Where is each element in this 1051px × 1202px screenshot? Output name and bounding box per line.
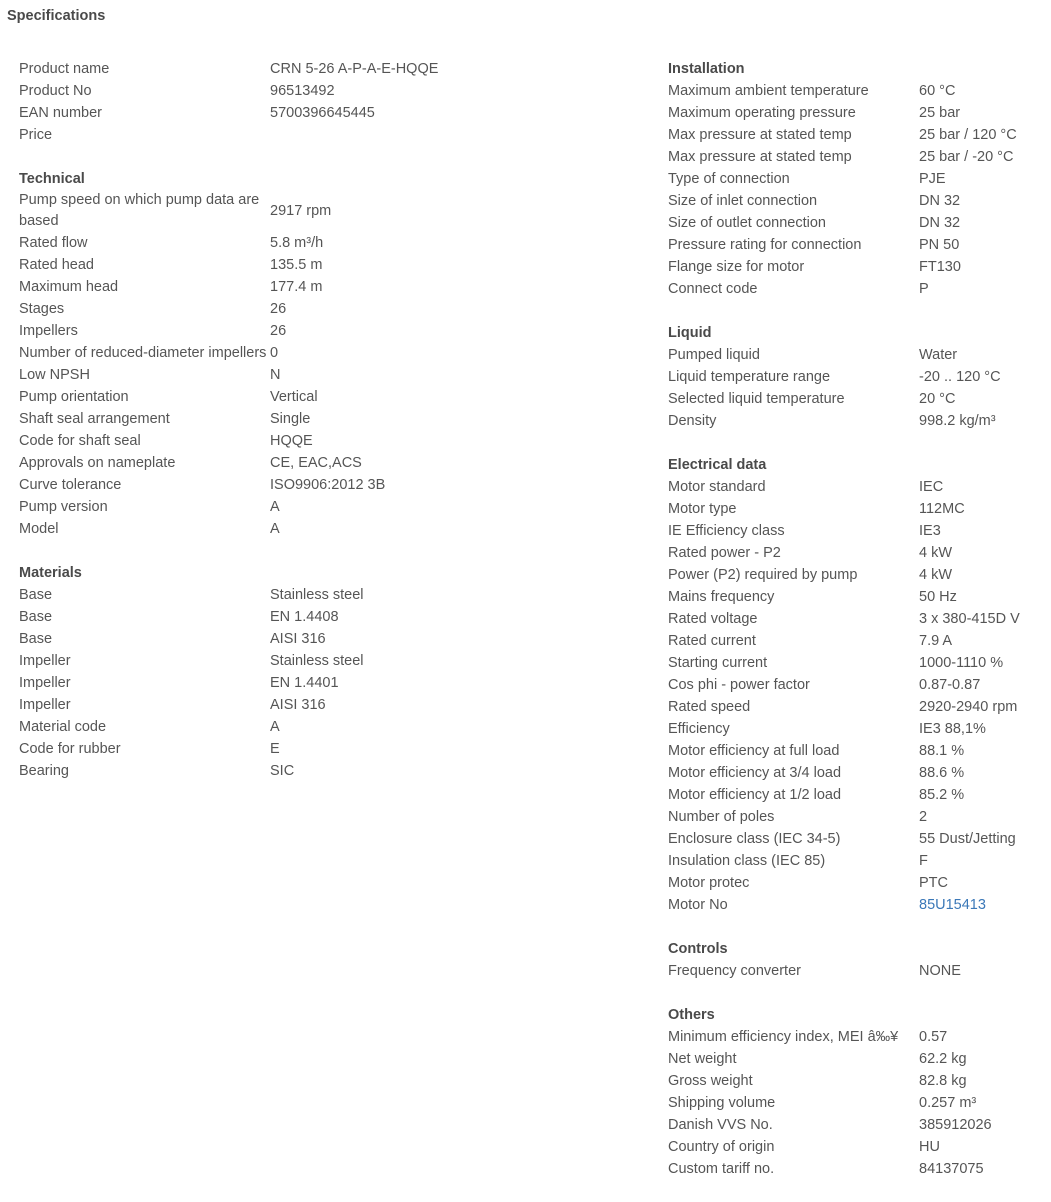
spec-row xyxy=(668,586,1048,608)
spec-row xyxy=(19,672,619,694)
spec-label: Curve tolerance xyxy=(19,476,122,493)
spec-row xyxy=(19,102,619,124)
spec-label: Number of poles xyxy=(668,808,775,825)
section-title: Controls xyxy=(668,941,728,957)
spec-value: 84137075 xyxy=(919,1160,984,1177)
spec-row xyxy=(668,828,1048,850)
spec-row xyxy=(19,628,619,650)
spec-row xyxy=(668,564,1048,586)
spec-value: 25 bar / 120 °C xyxy=(919,126,1017,143)
spec-label: Maximum ambient temperature xyxy=(668,82,869,99)
spec-row xyxy=(668,212,1048,234)
spec-value: 55 Dust/Jetting xyxy=(919,830,1016,847)
spec-row xyxy=(668,168,1048,190)
spec-label: Rated flow xyxy=(19,234,88,251)
spec-row xyxy=(19,760,619,782)
section-others xyxy=(668,1004,1048,1180)
spec-row xyxy=(19,124,619,146)
spec-row xyxy=(19,606,619,628)
spec-label: Mains frequency xyxy=(668,588,775,605)
spec-value: CRN 5-26 A-P-A-E-HQQE xyxy=(270,60,439,77)
spec-value: IEC xyxy=(919,478,944,495)
spec-value: 385912026 xyxy=(919,1116,992,1133)
spec-row xyxy=(668,740,1048,762)
spec-label: Rated voltage xyxy=(668,610,758,627)
spec-value: 62.2 kg xyxy=(919,1050,967,1067)
spec-row xyxy=(668,344,1048,366)
spec-value: 5700396645445 xyxy=(270,104,375,121)
spec-label: Maximum operating pressure xyxy=(668,104,856,121)
spec-label: Material code xyxy=(19,718,107,735)
spec-label: Bearing xyxy=(19,762,69,779)
spec-value: 3 x 380-415D V xyxy=(919,610,1020,627)
spec-row xyxy=(668,542,1048,564)
spec-row xyxy=(19,80,619,102)
spec-value: EN 1.4408 xyxy=(270,608,339,625)
spec-row xyxy=(19,650,619,672)
spec-value: 25 bar xyxy=(919,104,961,121)
spec-label: Shipping volume xyxy=(668,1094,776,1111)
section-title: Electrical data xyxy=(668,457,767,473)
spec-value: AISI 316 xyxy=(270,630,326,647)
spec-value: P xyxy=(919,280,929,297)
spec-row xyxy=(668,872,1048,894)
spec-label: Flange size for motor xyxy=(668,258,805,275)
spec-value: 25 bar / -20 °C xyxy=(919,148,1014,165)
spec-label: Rated current xyxy=(668,632,756,649)
spec-label: Max pressure at stated temp xyxy=(668,126,852,143)
spec-label: Product name xyxy=(19,60,110,77)
spec-label: Shaft seal arrangement xyxy=(19,410,170,427)
spec-label: Net weight xyxy=(668,1050,737,1067)
spec-row xyxy=(668,960,1048,982)
spec-label: Stages xyxy=(19,300,65,317)
spec-value: DN 32 xyxy=(919,214,961,231)
spec-value: Stainless steel xyxy=(270,652,364,669)
spec-label: Pump speed on which pump data are based xyxy=(19,192,260,229)
spec-value: 2917 rpm xyxy=(270,202,332,219)
spec-label: Efficiency xyxy=(668,720,730,737)
spec-label: Number of reduced-diameter impellers xyxy=(19,344,267,361)
spec-label: Enclosure class (IEC 34-5) xyxy=(668,830,841,847)
spec-value: AISI 316 xyxy=(270,696,326,713)
spec-label: Danish VVS No. xyxy=(668,1116,773,1133)
spec-label: Base xyxy=(19,608,53,625)
section-title: Liquid xyxy=(668,325,712,341)
spec-value: 5.8 m³/h xyxy=(270,234,324,251)
spec-label: EAN number xyxy=(19,104,103,121)
spec-row xyxy=(668,410,1048,432)
spec-value: 4 kW xyxy=(919,544,953,561)
spec-column-right xyxy=(668,58,1048,1202)
spec-value: ISO9906:2012 3B xyxy=(270,476,386,493)
spec-row xyxy=(668,366,1048,388)
section-materials xyxy=(19,562,619,782)
spec-label: Country of origin xyxy=(668,1138,775,1155)
spec-value: Single xyxy=(270,410,311,427)
spec-row xyxy=(668,124,1048,146)
section-title: Installation xyxy=(668,61,745,77)
spec-value: SIC xyxy=(270,762,295,779)
spec-label: Motor No xyxy=(668,896,728,913)
spec-label: Motor type xyxy=(668,500,737,517)
spec-label: Insulation class (IEC 85) xyxy=(668,852,826,869)
spec-label: Motor efficiency at 3/4 load xyxy=(668,764,842,781)
spec-value: Vertical xyxy=(270,388,318,405)
spec-row xyxy=(668,806,1048,828)
spec-label: Impeller xyxy=(19,652,71,669)
spec-value: Water xyxy=(919,346,958,363)
spec-row xyxy=(668,146,1048,168)
spec-value: CE, EAC,ACS xyxy=(270,454,362,471)
spec-row xyxy=(668,234,1048,256)
spec-label: Product No xyxy=(19,82,92,99)
spec-row xyxy=(19,342,619,364)
spec-label: Motor efficiency at full load xyxy=(668,742,840,759)
spec-label: Impellers xyxy=(19,322,78,339)
spec-value: F xyxy=(919,852,928,869)
section-general xyxy=(19,58,619,146)
spec-row xyxy=(19,254,619,276)
spec-value: 2 xyxy=(919,808,928,825)
spec-row xyxy=(19,738,619,760)
section-liquid xyxy=(668,322,1048,432)
spec-value: 88.1 % xyxy=(919,742,965,759)
spec-label: Model xyxy=(19,520,59,537)
spec-label: Low NPSH xyxy=(19,366,90,383)
section-title: Others xyxy=(668,1007,715,1023)
spec-value: 0.87-0.87 xyxy=(919,676,981,693)
page-title: Specifications xyxy=(7,8,106,24)
spec-row xyxy=(19,408,619,430)
section-controls xyxy=(668,938,1048,982)
spec-row xyxy=(19,496,619,518)
spec-value: PTC xyxy=(919,874,948,891)
spec-row xyxy=(19,452,619,474)
spec-value: 7.9 A xyxy=(919,632,953,649)
spec-value: 2920-2940 rpm xyxy=(919,698,1018,715)
spec-row xyxy=(668,498,1048,520)
spec-value: 50 Hz xyxy=(919,588,957,605)
spec-value: DN 32 xyxy=(919,192,961,209)
spec-value: PJE xyxy=(919,170,946,187)
spec-label: Code for shaft seal xyxy=(19,432,141,449)
spec-value: PN 50 xyxy=(919,236,960,253)
spec-label: Approvals on nameplate xyxy=(19,454,176,471)
spec-value: 88.6 % xyxy=(919,764,965,781)
spec-row xyxy=(19,694,619,716)
spec-value: EN 1.4401 xyxy=(270,674,339,691)
spec-row xyxy=(19,584,619,606)
spec-row xyxy=(668,1158,1048,1180)
spec-value: 26 xyxy=(270,300,287,317)
spec-value: 0 xyxy=(270,344,279,361)
spec-label: Rated power - P2 xyxy=(668,544,781,561)
spec-value: N xyxy=(270,366,281,383)
spec-value: -20 .. 120 °C xyxy=(919,368,1001,385)
spec-value: 0.57 xyxy=(919,1028,948,1045)
spec-row xyxy=(668,894,1048,916)
spec-column-left xyxy=(19,58,619,804)
spec-value: A xyxy=(270,520,280,537)
spec-value: 998.2 kg/m³ xyxy=(919,412,996,429)
spec-value: 4 kW xyxy=(919,566,953,583)
spec-label: Pump orientation xyxy=(19,388,129,405)
spec-value: 96513492 xyxy=(270,82,335,99)
spec-label: Connect code xyxy=(668,280,758,297)
section-title: Materials xyxy=(19,565,82,581)
spec-row xyxy=(668,696,1048,718)
spec-value: 1000-1110 % xyxy=(919,654,1004,671)
spec-value: 85.2 % xyxy=(919,786,965,803)
spec-value: 26 xyxy=(270,322,287,339)
section-technical xyxy=(19,168,619,540)
spec-label: Motor efficiency at 1/2 load xyxy=(668,786,842,803)
spec-value: HU xyxy=(919,1138,940,1155)
spec-row xyxy=(668,256,1048,278)
spec-label: Size of inlet connection xyxy=(668,192,818,209)
spec-row xyxy=(19,518,619,540)
spec-label: Pumped liquid xyxy=(668,346,760,363)
section-installation xyxy=(668,58,1048,300)
spec-value: A xyxy=(270,718,280,735)
section-electrical-data xyxy=(668,454,1048,916)
spec-row xyxy=(19,430,619,452)
spec-label: Type of connection xyxy=(668,170,790,187)
spec-value: FT130 xyxy=(919,258,961,275)
spec-value: 135.5 m xyxy=(270,256,323,273)
spec-row xyxy=(668,718,1048,740)
spec-label: Max pressure at stated temp xyxy=(668,148,852,165)
spec-label: Maximum head xyxy=(19,278,119,295)
spec-label: Impeller xyxy=(19,674,71,691)
spec-row xyxy=(668,630,1048,652)
spec-label: Pump version xyxy=(19,498,108,515)
spec-label: Pressure rating for connection xyxy=(668,236,862,253)
spec-row xyxy=(668,476,1048,498)
spec-row xyxy=(19,58,619,80)
spec-label: Cos phi - power factor xyxy=(668,676,810,693)
spec-row xyxy=(19,190,619,232)
spec-row xyxy=(668,1070,1048,1092)
spec-row xyxy=(668,190,1048,212)
spec-label: Frequency converter xyxy=(668,962,801,979)
spec-value: 112MC xyxy=(919,500,965,517)
section-title: Technical xyxy=(19,171,85,187)
spec-row xyxy=(19,298,619,320)
spec-row xyxy=(668,784,1048,806)
spec-label: Impeller xyxy=(19,696,71,713)
spec-row xyxy=(668,520,1048,542)
spec-label: Motor protec xyxy=(668,874,750,891)
spec-row xyxy=(668,652,1048,674)
spec-row xyxy=(19,276,619,298)
spec-label: Rated speed xyxy=(668,698,751,715)
spec-label: IE Efficiency class xyxy=(668,522,785,539)
spec-value: 0.257 m³ xyxy=(919,1094,977,1111)
spec-row xyxy=(668,1136,1048,1158)
spec-label: Base xyxy=(19,630,53,647)
spec-value: 20 °C xyxy=(919,390,956,407)
spec-label: Liquid temperature range xyxy=(668,368,831,385)
spec-label: Power (P2) required by pump xyxy=(668,566,858,583)
spec-value: NONE xyxy=(919,962,961,979)
spec-row xyxy=(19,716,619,738)
spec-row xyxy=(19,232,619,254)
spec-label: Gross weight xyxy=(668,1072,753,1089)
spec-row xyxy=(668,762,1048,784)
spec-row xyxy=(19,474,619,496)
spec-label: Price xyxy=(19,126,53,143)
spec-row xyxy=(19,320,619,342)
spec-label: Code for rubber xyxy=(19,740,121,757)
spec-row xyxy=(19,386,619,408)
spec-label: Starting current xyxy=(668,654,768,671)
spec-label: Size of outlet connection xyxy=(668,214,826,231)
motor-no-link[interactable]: 85U15413 xyxy=(919,896,986,913)
spec-label: Rated head xyxy=(19,256,94,273)
spec-label: Selected liquid temperature xyxy=(668,390,845,407)
spec-label: Density xyxy=(668,412,717,429)
spec-row xyxy=(668,1048,1048,1070)
spec-row xyxy=(668,80,1048,102)
spec-value: 60 °C xyxy=(919,82,956,99)
spec-label: Minimum efficiency index, MEI â‰¥ xyxy=(668,1028,899,1045)
spec-value: IE3 xyxy=(919,522,941,539)
spec-value: IE3 88,1% xyxy=(919,720,986,737)
spec-row xyxy=(668,1092,1048,1114)
spec-value: HQQE xyxy=(270,432,313,449)
spec-row xyxy=(668,674,1048,696)
spec-value: E xyxy=(270,740,280,757)
spec-row xyxy=(668,278,1048,300)
spec-value: Stainless steel xyxy=(270,586,364,603)
spec-label: Base xyxy=(19,586,53,603)
spec-row xyxy=(19,364,619,386)
spec-label: Motor standard xyxy=(668,478,766,495)
spec-value: 177.4 m xyxy=(270,278,323,295)
spec-row xyxy=(668,1114,1048,1136)
spec-value: A xyxy=(270,498,280,515)
spec-value: 82.8 kg xyxy=(919,1072,967,1089)
spec-row xyxy=(668,608,1048,630)
spec-row xyxy=(668,1026,1048,1048)
spec-label: Custom tariff no. xyxy=(668,1160,775,1177)
spec-row xyxy=(668,388,1048,410)
spec-row xyxy=(668,102,1048,124)
spec-row xyxy=(668,850,1048,872)
